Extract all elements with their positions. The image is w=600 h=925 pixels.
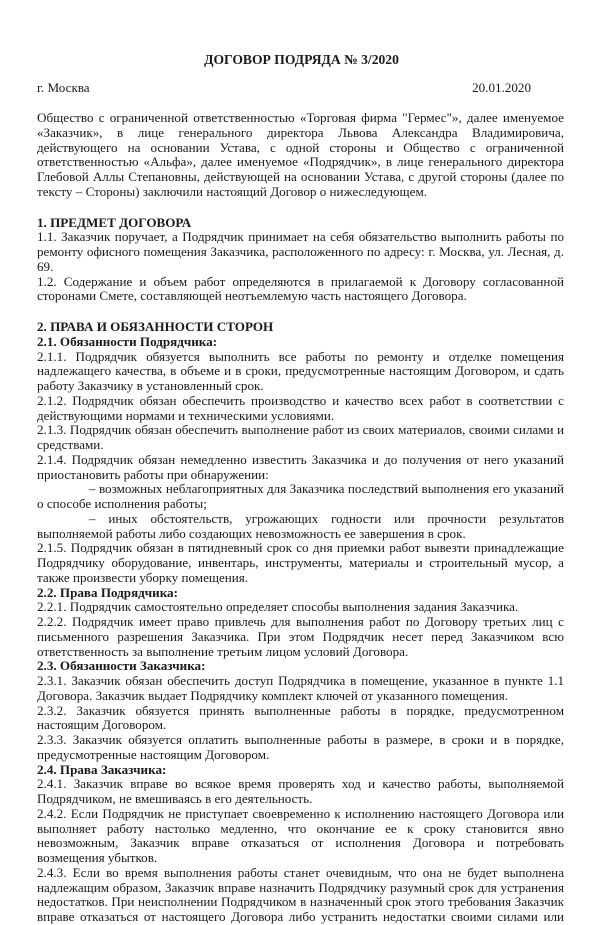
clause-2-3-1: 2.3.1. Заказчик обязан обеспечить доступ Подрядчика в помещение, указанное в пункте 1.1 Договора. Заказчик выдает Подрядчику комплект ключей от указанного помещения.	[37, 673, 564, 703]
clause-2-1-3: 2.1.3. Подрядчик обязан обеспечить выполнение работ из своих материалов, своими силами и средствами.	[37, 422, 564, 452]
clause-2-3-3: 2.3.3. Заказчик обязуется оплатить выполненные работы в размере, в сроки и в порядке, предусмотренные настоящим Договором.	[37, 732, 564, 762]
clause-1-2: 1.2. Содержание и объем работ определяются в прилагаемой к Договору согласованной сторонами Смете, составляющей неотъемлемую часть настоящего Договора.	[37, 273, 564, 304]
clause-2-1-4-bullet: – иных обстоятельств, угрожающих годности или прочности результатов выполняемой работы либо создающих невозможность ее завершения в срок.	[37, 510, 564, 541]
clause-2-1-5: 2.1.5. Подрядчик обязан в пятидневный срок со дня приемки работ вывезти принадлежащие Подрядчику оборудование, инвентарь, инструменты, материалы и строительный мусор, а также произвести уборку помещения.	[37, 540, 564, 585]
clause-2-1-1: 2.1.1. Подрядчик обязуется выполнить все работы по ремонту и отделке помещения надлежащего качества, в объеме и в сроки, предусмотренные настоящим Договором, и сдать работу Заказчику в установленный срок.	[37, 348, 564, 393]
city: г. Москва	[37, 80, 90, 95]
subsection-heading: 2.3. Обязанности Заказчика:	[37, 658, 206, 674]
clause-2-4-1: 2.4.1. Заказчик вправе во всякое время проверять ход и качество работы, выполняемой Подрядчиком, не вмешиваясь в его деятельность.	[37, 776, 564, 806]
preamble: Общество с ограниченной ответственностью «Торговая фирма "Гермес"», далее именуемое «Заказчик», в лице генерального директора Львова Александра Владимировича, действующего на основании Устава, с одной стороны и Общество с ограниченной ответственностью «Альфа», далее именуемое «Подрядчик», в лице генерального директора Глебовой Аллы Степановны, действующей на основании Устава, с другой стороны (далее по тексту – Стороны) заключили настоящий Договор о нижеследующем.	[37, 110, 564, 199]
clause-2-3-2: 2.3.2. Заказчик обязуется принять выполненные работы в порядке, предусмотренном настоящим Договором.	[37, 702, 564, 733]
section-heading: 1. ПРЕДМЕТ ДОГОВОРА	[37, 214, 192, 230]
subsection-heading: 2.2. Права Подрядчика:	[37, 584, 178, 600]
subsection-heading: 2.1. Обязанности Подрядчика:	[37, 333, 218, 349]
clause-2-1-4: 2.1.4. Подрядчик обязан немедленно известить Заказчика и до получения от него указаний приостановить работы при обнаружении:	[37, 451, 564, 482]
clause-2-1-2: 2.1.2. Подрядчик обязан обеспечить производство и качество всех работ в соответствии с действующими нормами и техническими условиями.	[37, 392, 564, 423]
clause-2-4-3: 2.4.3. Если во время выполнения работы станет очевидным, что она не будет выполнена надлежащим образом, Заказчик вправе назначить Подрядчику разумный срок для устранения недостатков. При неисполнении Подрядчиком в назначенный срок этого требования Заказчик вправе отказаться от настоящего Договора либо устранить недостатки своими силами или	[37, 864, 564, 924]
section-heading: 2. ПРАВА И ОБЯЗАННОСТИ СТОРОН	[37, 319, 274, 334]
subsection-heading: 2.4. Права Заказчика:	[37, 761, 167, 777]
city-date-line	[37, 81, 564, 96]
section-subject	[37, 216, 564, 305]
clause-2-2-2: 2.2.2. Подрядчик имеет право привлечь для выполнения работ по Договору третьих лиц с письменного разрешения Заказчика. При этом Подрядчик несет перед Заказчиком всю ответственность за выполнение третьим лицом условий Договора.	[37, 614, 564, 659]
clause-2-4-2: 2.4.2. Если Подрядчик не приступает своевременно к исполнению настоящего Договора или выполняет работу настолько медленно, что окончание ее к сроку становится явно невозможным, Заказчик вправе отказаться от исполнения Договора и потребовать возмещения убытков.	[37, 805, 564, 865]
clause-2-2-1: 2.2.1. Подрядчик самостоятельно определяет способы выполнения задания Заказчика.	[37, 599, 519, 615]
clause-2-1-4-bullet: – возможных неблагоприятных для Заказчика последствий выполнения его указаний о способе исполнения работы;	[37, 481, 564, 511]
contract-page	[37, 0, 564, 925]
document-title: ДОГОВОР ПОДРЯДА № 3/2020	[204, 52, 399, 67]
clause-1-1: 1.1. Заказчик поручает, а Подрядчик принимает на себя обязательство выполнить работы по ремонту офисного помещения Заказчика, расположенного по адресу: г. Москва, ул. Лесная, д. 69.	[37, 229, 564, 274]
section-rights-obligations	[37, 320, 564, 925]
contract-date: 20.01.2020	[472, 80, 531, 95]
